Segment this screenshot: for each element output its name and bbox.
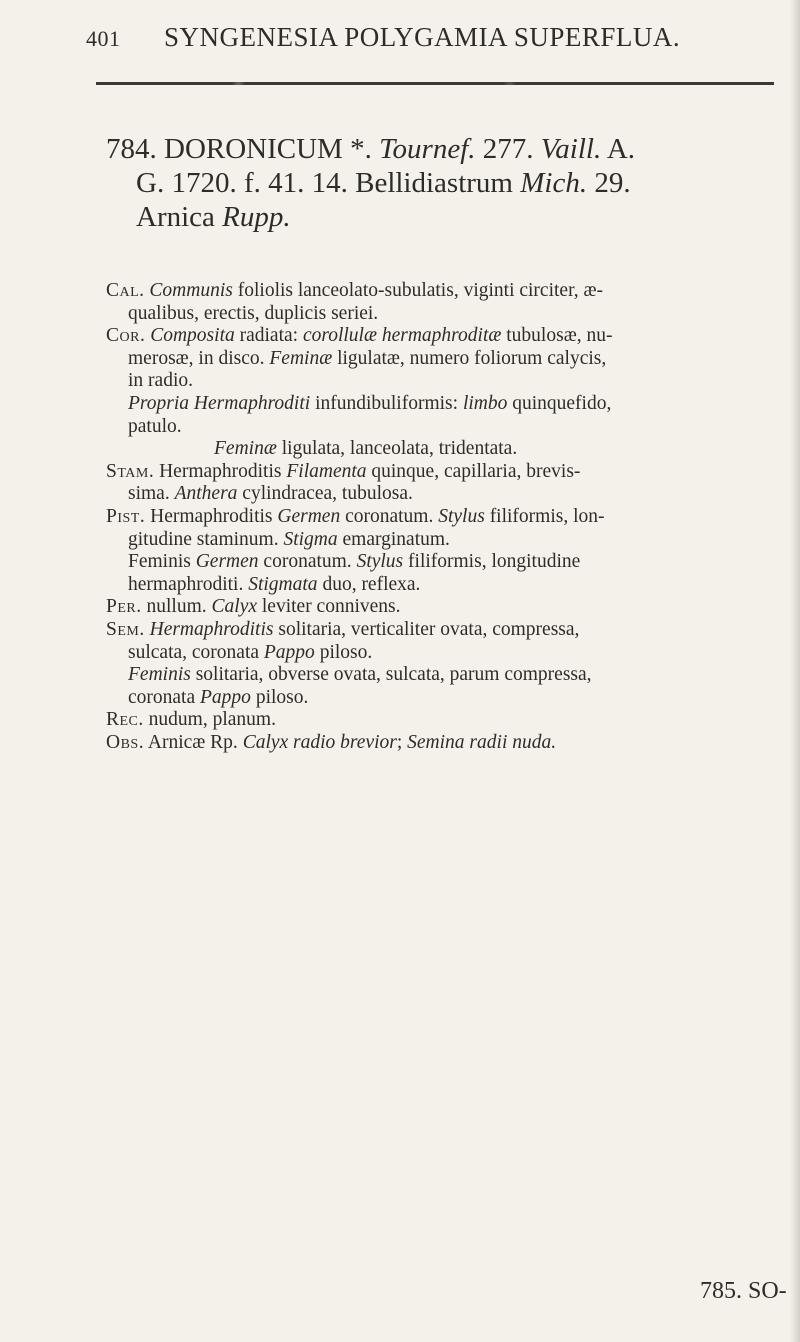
genus-ref-suffix: A.	[601, 133, 636, 165]
running-head	[86, 22, 776, 62]
term: Feminæ	[214, 438, 277, 460]
text: Hermaphroditis	[154, 460, 287, 482]
genus-line-3	[106, 200, 786, 234]
entry-label: Cal.	[106, 280, 145, 301]
term: Calyx radio brevior	[242, 731, 397, 753]
text: duo, reflexa.	[317, 573, 421, 595]
genus-synonym-2-author: Rupp.	[222, 201, 291, 233]
term: Anthera	[174, 483, 238, 505]
page-title: SYNGENESIA POLYGAMIA SUPERFLUA.	[164, 22, 681, 52]
genus-line-1	[106, 132, 786, 166]
text: ligulatæ, numero foliorum calycis,	[332, 347, 607, 369]
entry-semina	[106, 619, 796, 664]
genus-synonym-author: Mich.	[520, 167, 588, 199]
text: sima.	[128, 483, 175, 505]
text: piloso.	[250, 686, 309, 708]
entry-label: Per.	[106, 596, 142, 618]
entry-corolla	[106, 325, 796, 393]
text: qualibus, erectis, duplicis seriei.	[128, 302, 379, 324]
term: corollulæ hermaphroditæ	[302, 325, 502, 347]
text: ;	[396, 731, 408, 753]
entry-semina-feminis	[106, 664, 796, 709]
text: solitaria, obverse ovata, sulcata, parum compressa,	[190, 664, 592, 686]
term: Hermaphroditis	[149, 618, 274, 640]
text: radiata:	[234, 325, 303, 347]
genus-heading	[106, 132, 786, 234]
term: Stigmata	[248, 573, 318, 595]
text: Feminis	[128, 551, 196, 573]
text: foliolis lanceolato-subulatis, viginti circiter, æ-	[232, 280, 604, 301]
term: Germen	[277, 505, 341, 527]
term: Germen	[195, 551, 259, 573]
text: hermaphroditi.	[128, 573, 249, 595]
text: patulo.	[128, 415, 182, 437]
entry-label: Cor.	[106, 325, 146, 347]
text: leviter connivens.	[257, 596, 401, 618]
header-rule	[96, 82, 774, 85]
entry-receptaculum	[106, 709, 796, 732]
genus-ref-number: 277.	[475, 133, 541, 165]
term: Pappo	[263, 641, 315, 663]
text: quinquefido,	[507, 392, 612, 414]
genus-ref-author: Tournef.	[379, 133, 476, 165]
term: Feminæ	[269, 347, 333, 369]
genus-line-2	[106, 166, 786, 200]
text: Arnicæ Rp.	[144, 731, 243, 753]
text: merosæ, in disco.	[128, 347, 270, 369]
entry-label: Obs.	[106, 731, 145, 753]
text: cylindracea, tubulosa.	[237, 483, 413, 505]
entry-stamina	[106, 461, 796, 506]
text: coronatum.	[258, 551, 357, 573]
character-description	[106, 280, 796, 754]
text: nudum, planum.	[143, 709, 276, 731]
genus-asterisk: *.	[342, 133, 380, 165]
term: Stigma	[283, 528, 338, 550]
term: Stylus	[438, 505, 485, 527]
text: emarginatum.	[337, 528, 450, 550]
text: nullum.	[141, 596, 212, 618]
text: Hermaphroditis	[145, 505, 278, 527]
term: limbo	[462, 392, 508, 414]
genus-number: 784.	[106, 133, 157, 165]
entry-observatio	[106, 732, 796, 755]
term: Pappo	[200, 686, 251, 708]
genus-synonym-number: 29.	[587, 167, 631, 199]
term: Calyx	[211, 596, 257, 618]
entry-label: Pist.	[106, 505, 146, 527]
term: Filamenta	[286, 460, 367, 482]
entry-calyx	[106, 280, 796, 325]
text: infundibuliformis:	[310, 392, 463, 414]
page-edge-shadow	[790, 0, 800, 1342]
text: gitudine staminum.	[128, 528, 284, 550]
text: solitaria, verticaliter ovata, compressa,	[273, 618, 580, 640]
term: Communis	[149, 280, 233, 301]
entry-label: Sem.	[106, 618, 145, 640]
term: Stylus	[356, 551, 404, 573]
term: Composita	[150, 325, 235, 347]
genus-synonym-2: Arnica	[136, 201, 223, 233]
genus-synonym: G. 1720. f. 41. 14. Bellidiastrum	[136, 167, 521, 199]
term: Propria Hermaphroditi	[128, 392, 311, 414]
text: filiformis, lon-	[484, 505, 605, 527]
term: Semina radii nuda.	[407, 731, 557, 753]
text: piloso.	[314, 641, 373, 663]
text: quinque, capillaria, brevis-	[366, 460, 581, 482]
term: Feminis	[128, 664, 191, 686]
entry-pistillum	[106, 506, 796, 551]
text: coronatum.	[340, 505, 439, 527]
text: ligulata, lanceolata, tridentata.	[276, 438, 518, 460]
text: filiformis, longitudine	[403, 551, 581, 573]
genus-ref-author-2: Vaill.	[540, 133, 602, 165]
text: tubulosæ, nu-	[501, 325, 613, 347]
entry-pistillum-feminis	[106, 551, 796, 596]
text: sulcata, coronata	[128, 641, 264, 663]
text: in radio.	[128, 370, 193, 392]
entry-corolla-propria	[106, 393, 796, 438]
catchword: 785. SO-	[700, 1278, 787, 1304]
entry-pericarpium	[106, 596, 796, 619]
genus-name: DORONICUM	[164, 133, 343, 165]
text: coronata	[128, 686, 201, 708]
entry-label: Rec.	[106, 709, 144, 731]
page-number: 401	[86, 26, 121, 51]
entry-label: Stam.	[106, 460, 155, 482]
entry-corolla-feminae	[106, 438, 796, 461]
